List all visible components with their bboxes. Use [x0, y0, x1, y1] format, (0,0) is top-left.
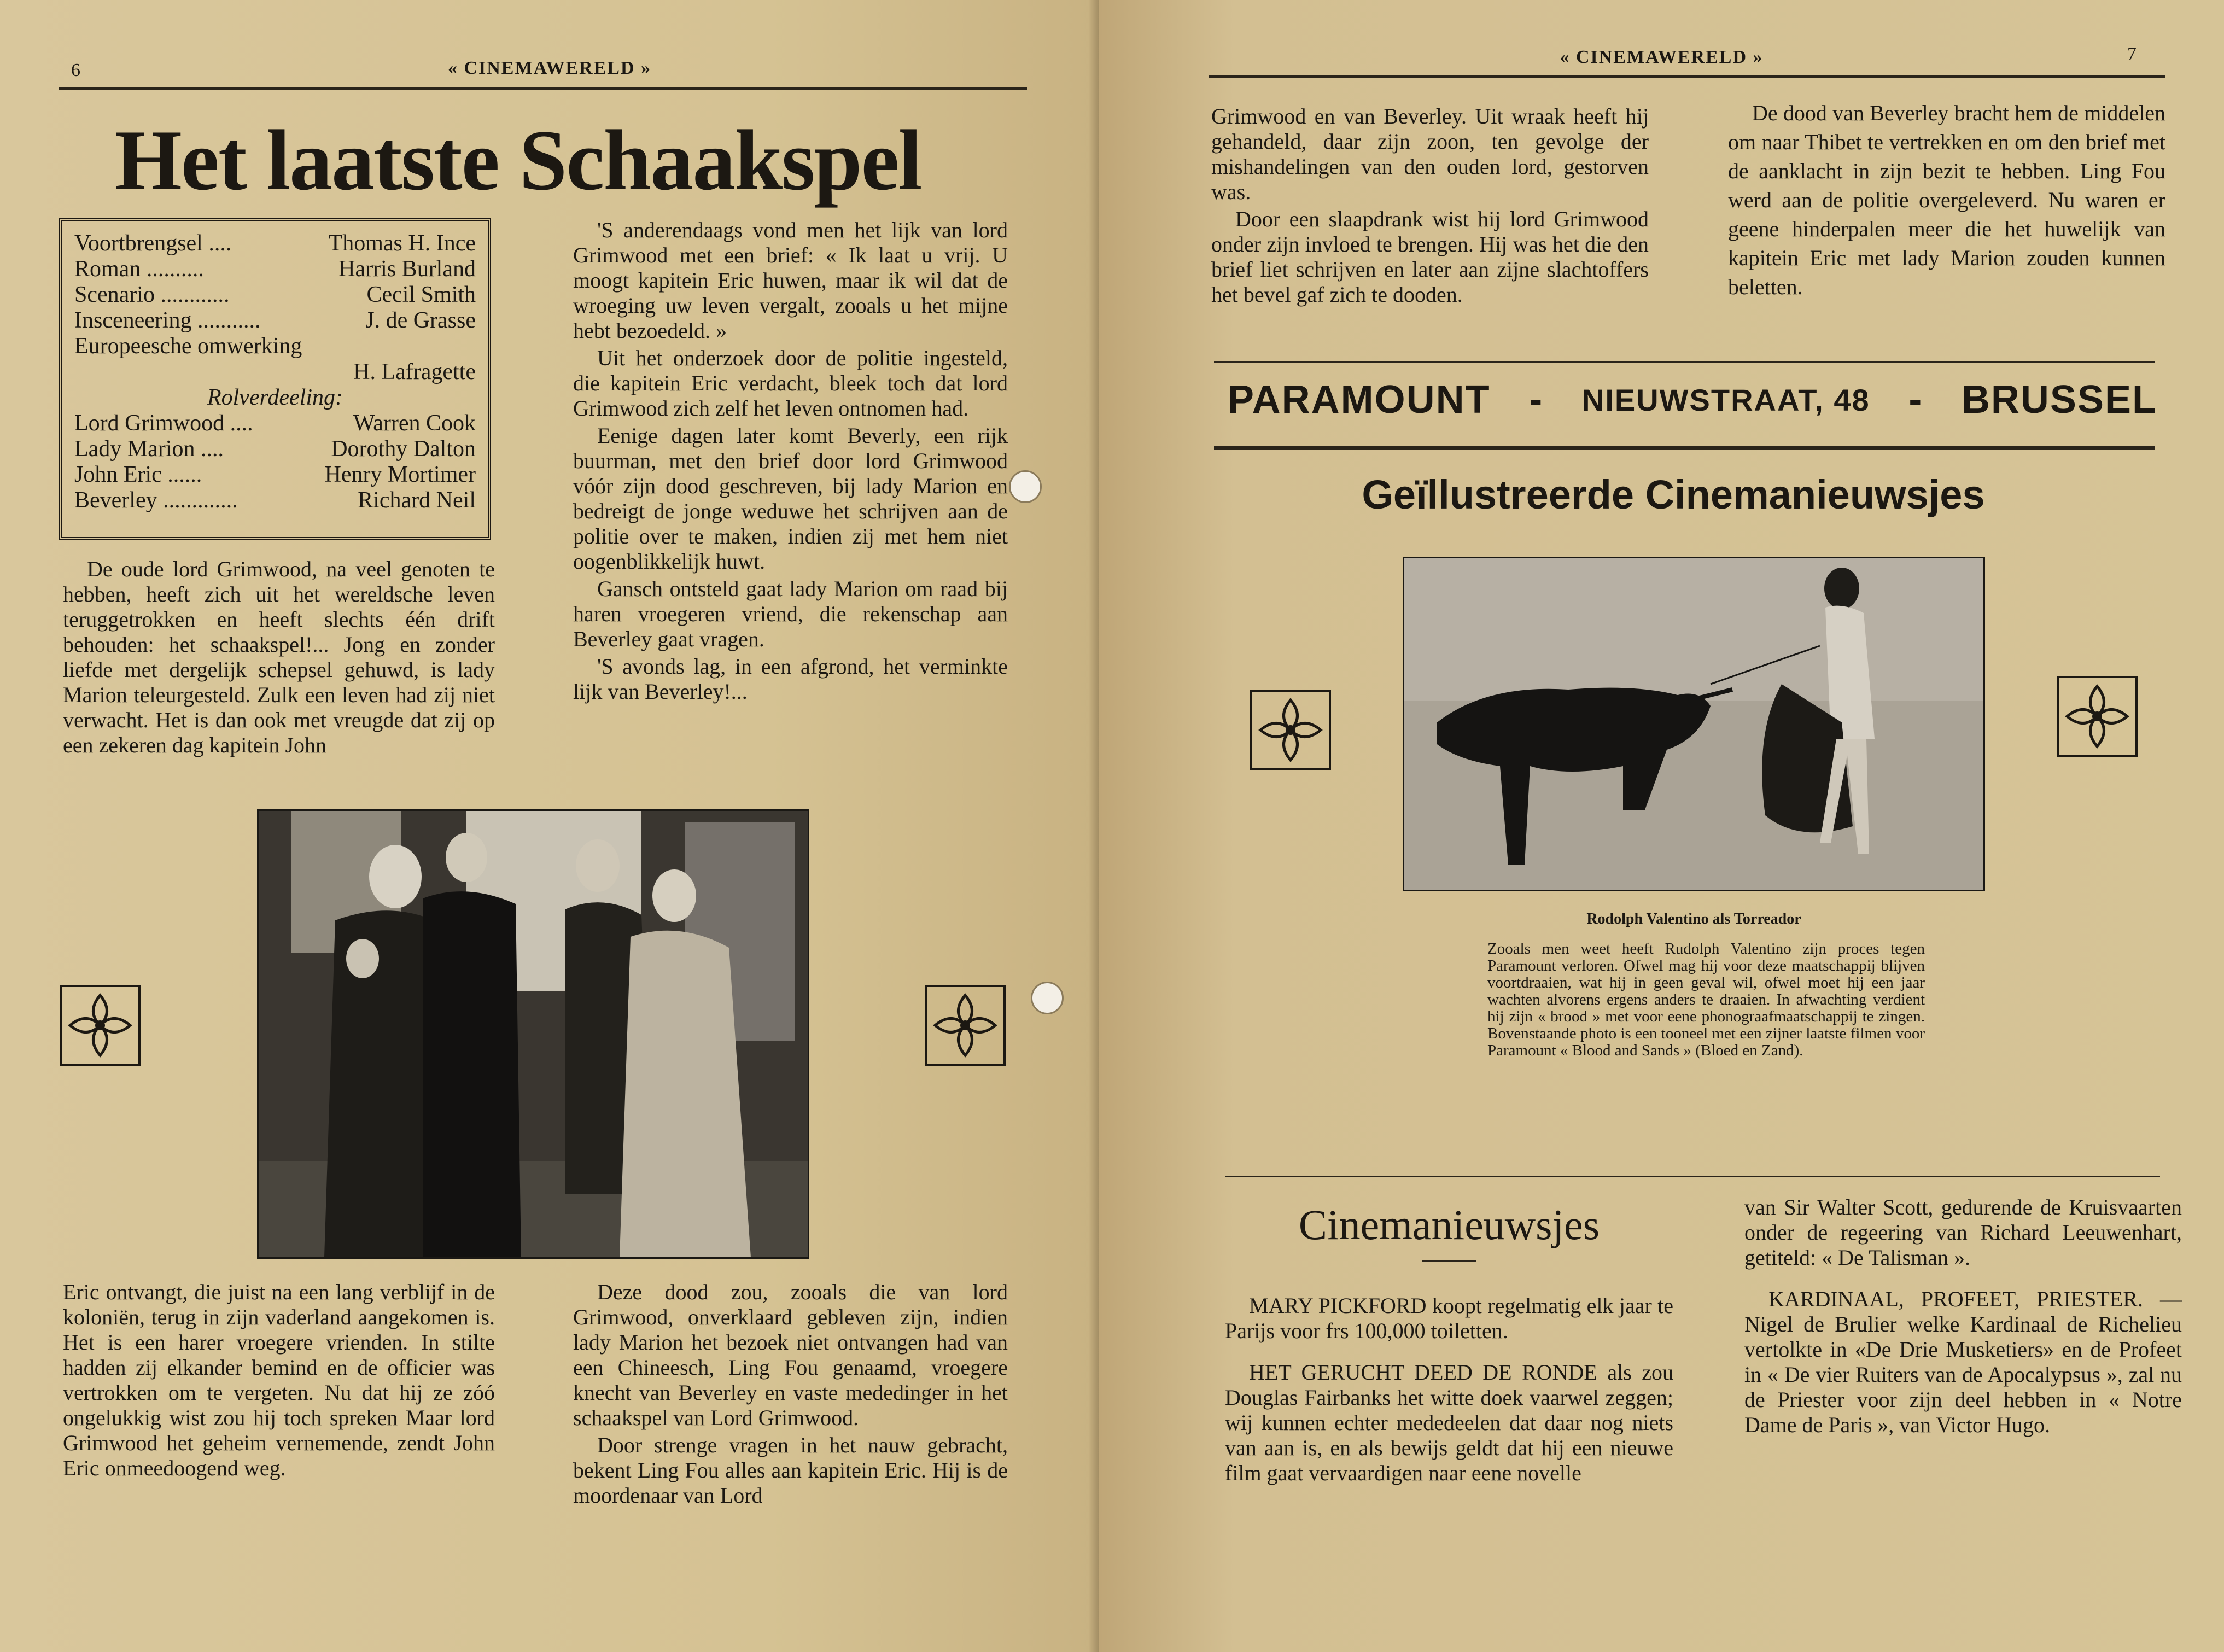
news-text: koopt regelmatig elk jaar te Parijs voor frs 100,000 toiletten. — [1225, 1293, 1673, 1343]
credits-adaptation-label: Europeesche omwerking — [74, 334, 302, 359]
col1-top — [1211, 104, 1649, 310]
paragraph: Grimwood en van Beverley. Uit wraak heeft hij gehandeld, daar zijn zoon, ten gevolge der mishandelingen van den ouden lord, gestorven was. — [1211, 104, 1649, 204]
punch-hole — [1009, 470, 1042, 503]
credit-name: Warren Cook — [353, 411, 476, 436]
news-col1 — [1225, 1293, 1673, 1502]
credit-row — [74, 488, 476, 513]
col1-top — [63, 557, 495, 760]
paragraph: Deze dood zou, zooals die van lord Grimwood, onverklaard gebleven zijn, indien lady Marion het bezoek niet ontvangen had van een Chineesch, Ling Fou genaamd, vroegere knecht van Beverley en vaste mededinger in het schaakspel van Lord Grimwood. — [573, 1280, 1008, 1430]
flower-ornament-icon — [924, 984, 1006, 1066]
paragraph: Eenige dagen later komt Beverly, een rijk buurman, met den brief door lord Grimwood vóór zijn dood geschreven, bij lady Marion en bedreigt de jonge weduwe het schrijven aan de politie over te maken, indien zij met hem niet oogenblikkelijk huwt. — [573, 423, 1008, 574]
paragraph: Door een slaapdrank wist hij lord Grimwood onder zijn invloed te brengen. Hij was het die den brief liet schrijven en later aan zijne slachtoffers het bevel gaf zich te dooden. — [1211, 207, 1649, 307]
paragraph: Eric ontvangt, die juist na een lang verblijf in de koloniën, terug in zijn vaderland aangekomen is. Het is een harer vroegere vrienden. In stilte hadden zij elkander bemind en de officier was vertrokken om te vergeten. Nu dat hij ze zóó ongelukkig wist zou hij toch spreken Maar lord Grimwood het geheim vernemende, zendt John Eric onmeedoogend weg. — [63, 1280, 495, 1480]
credit-row — [74, 231, 476, 256]
col2-bottom — [573, 1280, 1008, 1510]
news-title-dash — [1422, 1260, 1476, 1262]
ad-rule-top — [1214, 361, 2155, 363]
credit-name: Thomas H. Ince — [328, 231, 476, 256]
credit-role: Roman .......... — [74, 256, 204, 282]
right-page — [1099, 0, 2224, 1652]
credit-row — [74, 282, 476, 308]
ad-sep: - — [1908, 378, 1923, 422]
news-item — [1744, 1287, 2182, 1438]
news-text: — Nigel de Brulier welke Kardinaal de Richelieu vertolkte in «De Drie Musketiers» en de Profeet in « De vier Ruiters van de Apocalypsus », zal nu de Priester voor zijn deel hebben in « Notre Dame de Paris », van Victor Hugo. — [1744, 1287, 2182, 1437]
credit-role: Lord Grimwood .... — [74, 411, 253, 436]
flower-ornament-icon — [2056, 675, 2138, 757]
page-number: 6 — [71, 60, 80, 80]
cast-heading: Rolverdeeling: — [207, 385, 343, 410]
news-item — [1744, 1195, 2182, 1270]
credit-role: Voortbrengsel .... — [74, 231, 232, 256]
credit-row — [74, 462, 476, 488]
ad-rule-bottom — [1214, 446, 2155, 450]
news-rule — [1225, 1176, 2160, 1177]
paragraph: De dood van Beverley bracht hem de middelen om naar Thibet te vertrekken en om den brief met de aanklacht in zijn bezit te hebben. Ling Fou werd aan de politie overgeleverd. Nu waren er geene hinderpalen meer die het huwelijk van kapitein Eric met lady Marion zouden kunnen beletten. — [1728, 101, 2165, 299]
film-still-photo — [257, 809, 809, 1259]
news-text: als zou Douglas Fairbanks het witte doek vaarwel zeggen; wij kunnen echter mededeelen dat daar nog niets van aan is, en als bewijs geldt dat hij een nieuwe film gaat vervaardigen naar eene novelle — [1225, 1360, 1674, 1485]
col2-top — [573, 218, 1008, 707]
valentino-photo — [1403, 557, 1985, 891]
caption-text: Zooals men weet heeft Rudolph Valentino zijn proces tegen Paramount verloren. Ofwel mag hij voor deze maatschappij blijven voortdraaien, wat hij in geen geval wil, ofwel moet hij een jaar wachten alvorens ergens anders te draaien. In afwachting verdient hij zijn « brood » met voor eene phonograafmaatschappij te zingen. Bovenstaande photo is een tooneel met een zijner laatste filmen voor Paramount « Blood and Sands » (Bloed en Zand). — [1487, 940, 1925, 1059]
section-title: Geïllustreerde Cinemanieuwsjes — [1362, 472, 1985, 517]
ad-sep: - — [1529, 378, 1544, 422]
news-item — [1225, 1293, 1673, 1344]
ad-address: NIEUWSTRAAT, 48 — [1581, 382, 1870, 417]
credit-name: Richard Neil — [358, 488, 476, 513]
punch-hole — [1031, 982, 1064, 1014]
credit-role: Beverley ............. — [74, 488, 238, 513]
news-item — [1225, 1360, 1673, 1486]
article-title: Het laatste Schaakspel — [115, 113, 921, 208]
paragraph: Uit het onderzoek door de politie ingesteld, die kapitein Eric verdacht, bleek toch dat lord Grimwood zich zelf het leven ontnomen had. — [573, 346, 1008, 421]
running-head: « CINEMAWERELD » — [1560, 47, 1764, 67]
film-still-illustration — [259, 811, 808, 1257]
credit-row — [74, 256, 476, 282]
credit-role: John Eric ...... — [74, 462, 202, 487]
credits-box — [59, 218, 491, 540]
header-rule — [1209, 75, 2165, 78]
credit-name: J. de Grasse — [365, 308, 476, 333]
credit-name: Henry Mortimer — [324, 462, 476, 487]
paragraph: Gansch ontsteld gaat lady Marion om raad bij haren vroegeren vriend, die rekenschap aan Beverley gaat vragen. — [573, 576, 1008, 651]
paragraph: De oude lord Grimwood, na veel genoten te hebben, heeft zich uit het wereldsche leven teruggetrokken en heeft slechts één drift behouden: het schaakspel!... Jong en zonder liefde met dergelijk schepsel gehuwd, is lady Marion teleurgesteld. Zulk een leven had zij niet verwacht. Het is dan ook met vreugde dat zij op een zekeren dag kapitein John — [63, 557, 495, 757]
flower-ornament-icon — [1250, 689, 1332, 771]
paragraph: 'S avonds lag, in een afgrond, het verminkte lijk van Beverley!... — [573, 654, 1008, 704]
news-title: Cinemanieuwsjes — [1298, 1201, 1600, 1248]
credit-name: Harris Burland — [338, 256, 476, 282]
credit-row — [74, 436, 476, 462]
credits-adaptation-name: H. Lafragette — [353, 359, 476, 384]
paragraph: 'S anderendaags vond men het lijk van lord Grimwood met een brief: « Ik laat u vrij. U moogt kapitein Eric huwen, maar ik wil dat de wroeging uw leven vergalt, zooals u het mijne hebt bezoedeld. » — [573, 218, 1008, 343]
credit-role: Insceneering ........... — [74, 308, 261, 333]
credit-name: Dorothy Dalton — [331, 436, 476, 462]
running-head: « CINEMAWERELD » — [447, 58, 652, 78]
torreador-illustration — [1404, 558, 1983, 890]
page-number: 7 — [2127, 44, 2137, 64]
credit-row — [74, 411, 476, 436]
credit-row — [74, 308, 476, 334]
paramount-ad — [1228, 377, 2157, 422]
left-page — [0, 0, 1099, 1652]
ad-city: BRUSSEL — [1961, 378, 2157, 422]
news-lead: KARDINAAL, PROFEET, PRIESTER. — [1768, 1287, 2143, 1311]
ad-company: PARAMOUNT — [1228, 378, 1491, 422]
credit-role: Scenario ............ — [74, 282, 230, 307]
paragraph: Door strenge vragen in het nauw gebracht, bekent Ling Fou alles aan kapitein Eric. Hij is de moordenaar van Lord — [573, 1433, 1008, 1508]
col2-top — [1728, 98, 2165, 303]
news-lead: HET GERUCHT DEED DE RONDE — [1249, 1360, 1597, 1385]
news-text: van Sir Walter Scott, gedurende de Kruisvaarten onder de regeering van Richard Leeuwenhart, getiteld: « De Talisman ». — [1744, 1195, 2182, 1270]
photo-caption: Rodolph Valentino als Torreador — [1586, 910, 1801, 927]
credit-role: Lady Marion .... — [74, 436, 224, 462]
flower-ornament-icon — [59, 984, 141, 1066]
news-lead: MARY PICKFORD — [1249, 1293, 1427, 1318]
news-col2 — [1744, 1195, 2182, 1454]
credit-name: Cecil Smith — [366, 282, 476, 307]
header-rule — [59, 87, 1027, 90]
col1-bottom — [63, 1280, 495, 1483]
